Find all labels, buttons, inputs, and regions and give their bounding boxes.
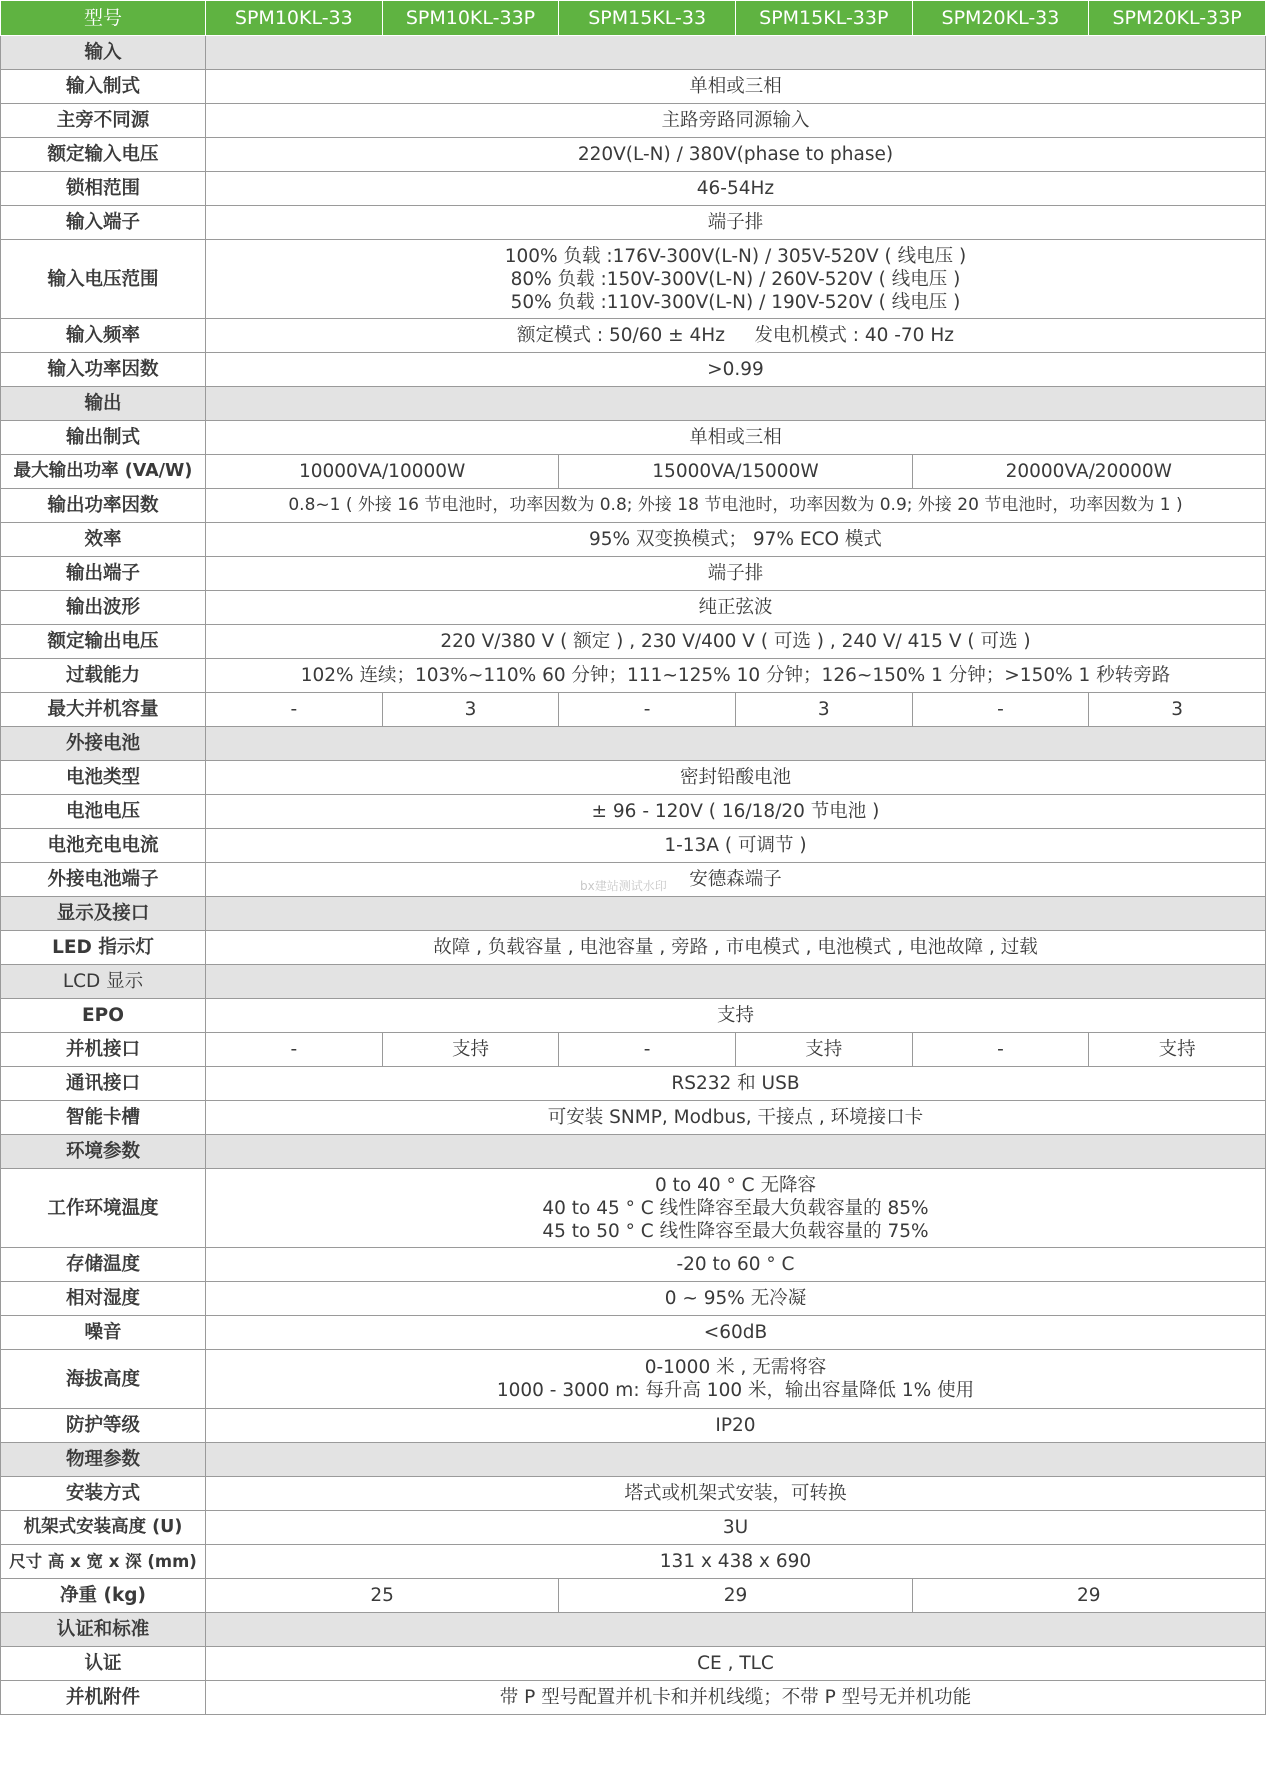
- spec-label: 防护等级: [1, 1409, 206, 1443]
- spec-value: 支持: [1089, 1033, 1266, 1067]
- spec-value: -: [559, 1033, 736, 1067]
- spec-label: 外接电池端子: [1, 863, 206, 897]
- spec-label: LCD 显示: [1, 965, 206, 999]
- spec-row: [1, 353, 1266, 387]
- spec-row: [1, 1350, 1266, 1409]
- value-line: 40 to 45 ° C 线性降容至最大负载容量的 85%: [542, 1197, 929, 1219]
- spec-row: [1, 319, 1266, 353]
- model-header: SPM10KL-33: [206, 1, 383, 36]
- spec-value: ± 96 - 120V ( 16/18/20 节电池 ): [206, 795, 1266, 829]
- spec-row: [1, 138, 1266, 172]
- spec-value: 额定模式 : 50/60 ± 4Hz 发电机模式 : 40 -70 Hz: [206, 319, 1266, 353]
- spec-value: 29: [912, 1579, 1265, 1613]
- spec-value: -: [206, 1033, 383, 1067]
- spec-label: 尺寸 高 x 宽 x 深 (mm): [1, 1545, 206, 1579]
- spec-value: -: [912, 693, 1089, 727]
- spec-value: 220 V/380 V ( 额定 ) , 230 V/400 V ( 可选 ) , 240 V/ 415 V ( 可选 ): [206, 625, 1266, 659]
- spec-value: 纯正弦波: [206, 591, 1266, 625]
- spec-value: [206, 1350, 1266, 1409]
- spec-value: 220V(L-N) / 380V(phase to phase): [206, 138, 1266, 172]
- spec-row: [1, 70, 1266, 104]
- spec-row: [1, 999, 1266, 1033]
- section-title: 外接电池: [1, 727, 206, 761]
- section-title: 输出: [1, 387, 206, 421]
- header-row: [1, 1, 1266, 36]
- spec-value: 3: [1089, 693, 1266, 727]
- spec-row: [1, 1067, 1266, 1101]
- spec-label: 输入端子: [1, 206, 206, 240]
- spec-value: 0 ~ 95% 无冷凝: [206, 1282, 1266, 1316]
- spec-label: 锁相范围: [1, 172, 206, 206]
- model-header: SPM20KL-33P: [1089, 1, 1266, 36]
- spec-row: [1, 240, 1266, 319]
- spec-label: 输入制式: [1, 70, 206, 104]
- watermark: bx建站测试水印: [580, 879, 667, 893]
- section-title: 输入: [1, 36, 206, 70]
- spec-value: 支持: [382, 1033, 559, 1067]
- spec-row: [1, 1169, 1266, 1248]
- spec-row: [1, 1316, 1266, 1350]
- spec-label: 电池类型: [1, 761, 206, 795]
- value-line: 80% 负载 :150V-300V(L-N) / 260V-520V ( 线电压 ): [510, 268, 961, 290]
- spec-row: [1, 455, 1266, 489]
- model-header: SPM15KL-33: [559, 1, 736, 36]
- spec-value: 131 x 438 x 690: [206, 1545, 1266, 1579]
- header-label: 型号: [1, 1, 206, 36]
- spec-label: 认证: [1, 1647, 206, 1681]
- spec-label: 噪音: [1, 1316, 206, 1350]
- spec-row: [1, 1579, 1266, 1613]
- spec-label: 额定输出电压: [1, 625, 206, 659]
- spec-label: 净重 (kg): [1, 1579, 206, 1613]
- spec-value: 端子排: [206, 557, 1266, 591]
- section-title: 显示及接口: [1, 897, 206, 931]
- spec-value: -: [559, 693, 736, 727]
- spec-value: 塔式或机架式安装，可转换: [206, 1477, 1266, 1511]
- spec-label: 相对湿度: [1, 1282, 206, 1316]
- spec-value: 20000VA/20000W: [912, 455, 1265, 489]
- spec-label: 输出功率因数: [1, 489, 206, 523]
- spec-row: [1, 829, 1266, 863]
- spec-value: 10000VA/10000W: [206, 455, 559, 489]
- spec-row: [1, 1545, 1266, 1579]
- spec-value: >0.99: [206, 353, 1266, 387]
- spec-value: 故障 , 负载容量 , 电池容量 , 旁路 , 市电模式 , 电池模式 , 电池故障 , 过载: [206, 931, 1266, 965]
- spec-row: [1, 1101, 1266, 1135]
- spec-value: 密封铅酸电池: [206, 761, 1266, 795]
- spec-label: 并机接口: [1, 1033, 206, 1067]
- spec-row: [1, 1511, 1266, 1545]
- spec-label: 额定输入电压: [1, 138, 206, 172]
- section-title: 认证和标准: [1, 1613, 206, 1647]
- value-line: 100% 负载 :176V-300V(L-N) / 305V-520V ( 线电压 ): [504, 245, 967, 267]
- spec-value: 单相或三相: [206, 421, 1266, 455]
- spec-label: 输入电压范围: [1, 240, 206, 319]
- spec-row: [1, 1033, 1266, 1067]
- spec-label: 并机附件: [1, 1681, 206, 1715]
- value-line: 0-1000 米 , 无需将容: [644, 1357, 827, 1378]
- spec-row: [1, 1282, 1266, 1316]
- spec-label: 工作环境温度: [1, 1169, 206, 1248]
- spec-value: RS232 和 USB: [206, 1067, 1266, 1101]
- spec-value: 25: [206, 1579, 559, 1613]
- spec-label: 存储温度: [1, 1248, 206, 1282]
- spec-value: 支持: [206, 999, 1266, 1033]
- section-title: 环境参数: [1, 1135, 206, 1169]
- spec-value: IP20: [206, 1409, 1266, 1443]
- spec-row: [1, 421, 1266, 455]
- spec-row: [1, 1681, 1266, 1715]
- spec-row: [1, 761, 1266, 795]
- spec-value: 3U: [206, 1511, 1266, 1545]
- spec-value: 3: [735, 693, 912, 727]
- spec-label: 效率: [1, 523, 206, 557]
- spec-row: [1, 931, 1266, 965]
- spec-label: 海拔高度: [1, 1350, 206, 1409]
- spec-row: [1, 104, 1266, 138]
- spec-label: 过载能力: [1, 659, 206, 693]
- spec-value: 95% 双变换模式； 97% ECO 模式: [206, 523, 1266, 557]
- spec-value: 46-54Hz: [206, 172, 1266, 206]
- spec-label: 最大并机容量: [1, 693, 206, 727]
- spec-value: 支持: [735, 1033, 912, 1067]
- spec-value: 端子排: [206, 206, 1266, 240]
- spec-value: 102% 连续；103%~110% 60 分钟；111~125% 10 分钟；126~150% 1 分钟；>150% 1 秒转旁路: [206, 659, 1266, 693]
- spec-value: CE , TLC: [206, 1647, 1266, 1681]
- spec-label: 输出波形: [1, 591, 206, 625]
- spec-value: 29: [559, 1579, 912, 1613]
- model-header: SPM10KL-33P: [382, 1, 559, 36]
- spec-label: 输入功率因数: [1, 353, 206, 387]
- spec-label: 输出制式: [1, 421, 206, 455]
- spec-value: <60dB: [206, 1316, 1266, 1350]
- spec-label: 最大输出功率 (VA/W): [1, 455, 206, 489]
- section-row: [1, 387, 1266, 421]
- model-header: SPM20KL-33: [912, 1, 1089, 36]
- spec-label: 输入频率: [1, 319, 206, 353]
- spec-row: [1, 693, 1266, 727]
- spec-value: 3: [382, 693, 559, 727]
- spec-value: 可安装 SNMP, Modbus, 干接点 , 环境接口卡: [206, 1101, 1266, 1135]
- spec-label: 输出端子: [1, 557, 206, 591]
- spec-value: -: [912, 1033, 1089, 1067]
- spec-label: LED 指示灯: [1, 931, 206, 965]
- spec-value: 单相或三相: [206, 70, 1266, 104]
- spec-value: -: [206, 693, 383, 727]
- spec-label: 电池充电电流: [1, 829, 206, 863]
- spec-value: 15000VA/15000W: [559, 455, 912, 489]
- spec-value: 带 P 型号配置并机卡和并机线缆；不带 P 型号无并机功能: [206, 1681, 1266, 1715]
- spec-value: 主路旁路同源输入: [206, 104, 1266, 138]
- section-title: 物理参数: [1, 1443, 206, 1477]
- section-row: [1, 1135, 1266, 1169]
- section-row: [1, 965, 1266, 999]
- spec-row: [1, 1477, 1266, 1511]
- spec-value: [206, 1169, 1266, 1248]
- spec-label: 主旁不同源: [1, 104, 206, 138]
- spec-value: 1-13A ( 可调节 ): [206, 829, 1266, 863]
- spec-label: EPO: [1, 999, 206, 1033]
- section-row: [1, 1443, 1266, 1477]
- spec-value: [206, 240, 1266, 319]
- spec-row: [1, 1409, 1266, 1443]
- spec-label: 通讯接口: [1, 1067, 206, 1101]
- model-header: SPM15KL-33P: [735, 1, 912, 36]
- spec-row: [1, 206, 1266, 240]
- spec-row: [1, 625, 1266, 659]
- spec-label: 机架式安装高度 (U): [1, 1511, 206, 1545]
- value-line: 45 to 50 ° C 线性降容至最大负载容量的 75%: [542, 1220, 929, 1242]
- spec-row: [1, 659, 1266, 693]
- spec-label: 电池电压: [1, 795, 206, 829]
- spec-row: [1, 557, 1266, 591]
- spec-row: [1, 1647, 1266, 1681]
- section-row: [1, 897, 1266, 931]
- spec-value: -20 to 60 ° C: [206, 1248, 1266, 1282]
- spec-row: [1, 1248, 1266, 1282]
- spec-row: [1, 489, 1266, 523]
- spec-row: [1, 523, 1266, 557]
- spec-label: 智能卡槽: [1, 1101, 206, 1135]
- value-line: 0 to 40 ° C 无降容: [654, 1174, 816, 1196]
- spec-row: [1, 795, 1266, 829]
- value-line: 1000 - 3000 m: 每升高 100 米，输出容量降低 1% 使用: [496, 1380, 975, 1401]
- value-line: 50% 负载 :110V-300V(L-N) / 190V-520V ( 线电压 ): [510, 291, 961, 313]
- section-row: [1, 727, 1266, 761]
- spec-value: 0.8~1 ( 外接 16 节电池时，功率因数为 0.8; 外接 18 节电池时，功率因数为 0.9; 外接 20 节电池时，功率因数为 1 ): [206, 489, 1266, 523]
- spec-row: [1, 172, 1266, 206]
- spec-row: [1, 591, 1266, 625]
- section-row: [1, 36, 1266, 70]
- spec-value: 安德森端子: [206, 863, 1266, 897]
- spec-row: [1, 863, 1266, 897]
- spec-label: 安装方式: [1, 1477, 206, 1511]
- section-row: [1, 1613, 1266, 1647]
